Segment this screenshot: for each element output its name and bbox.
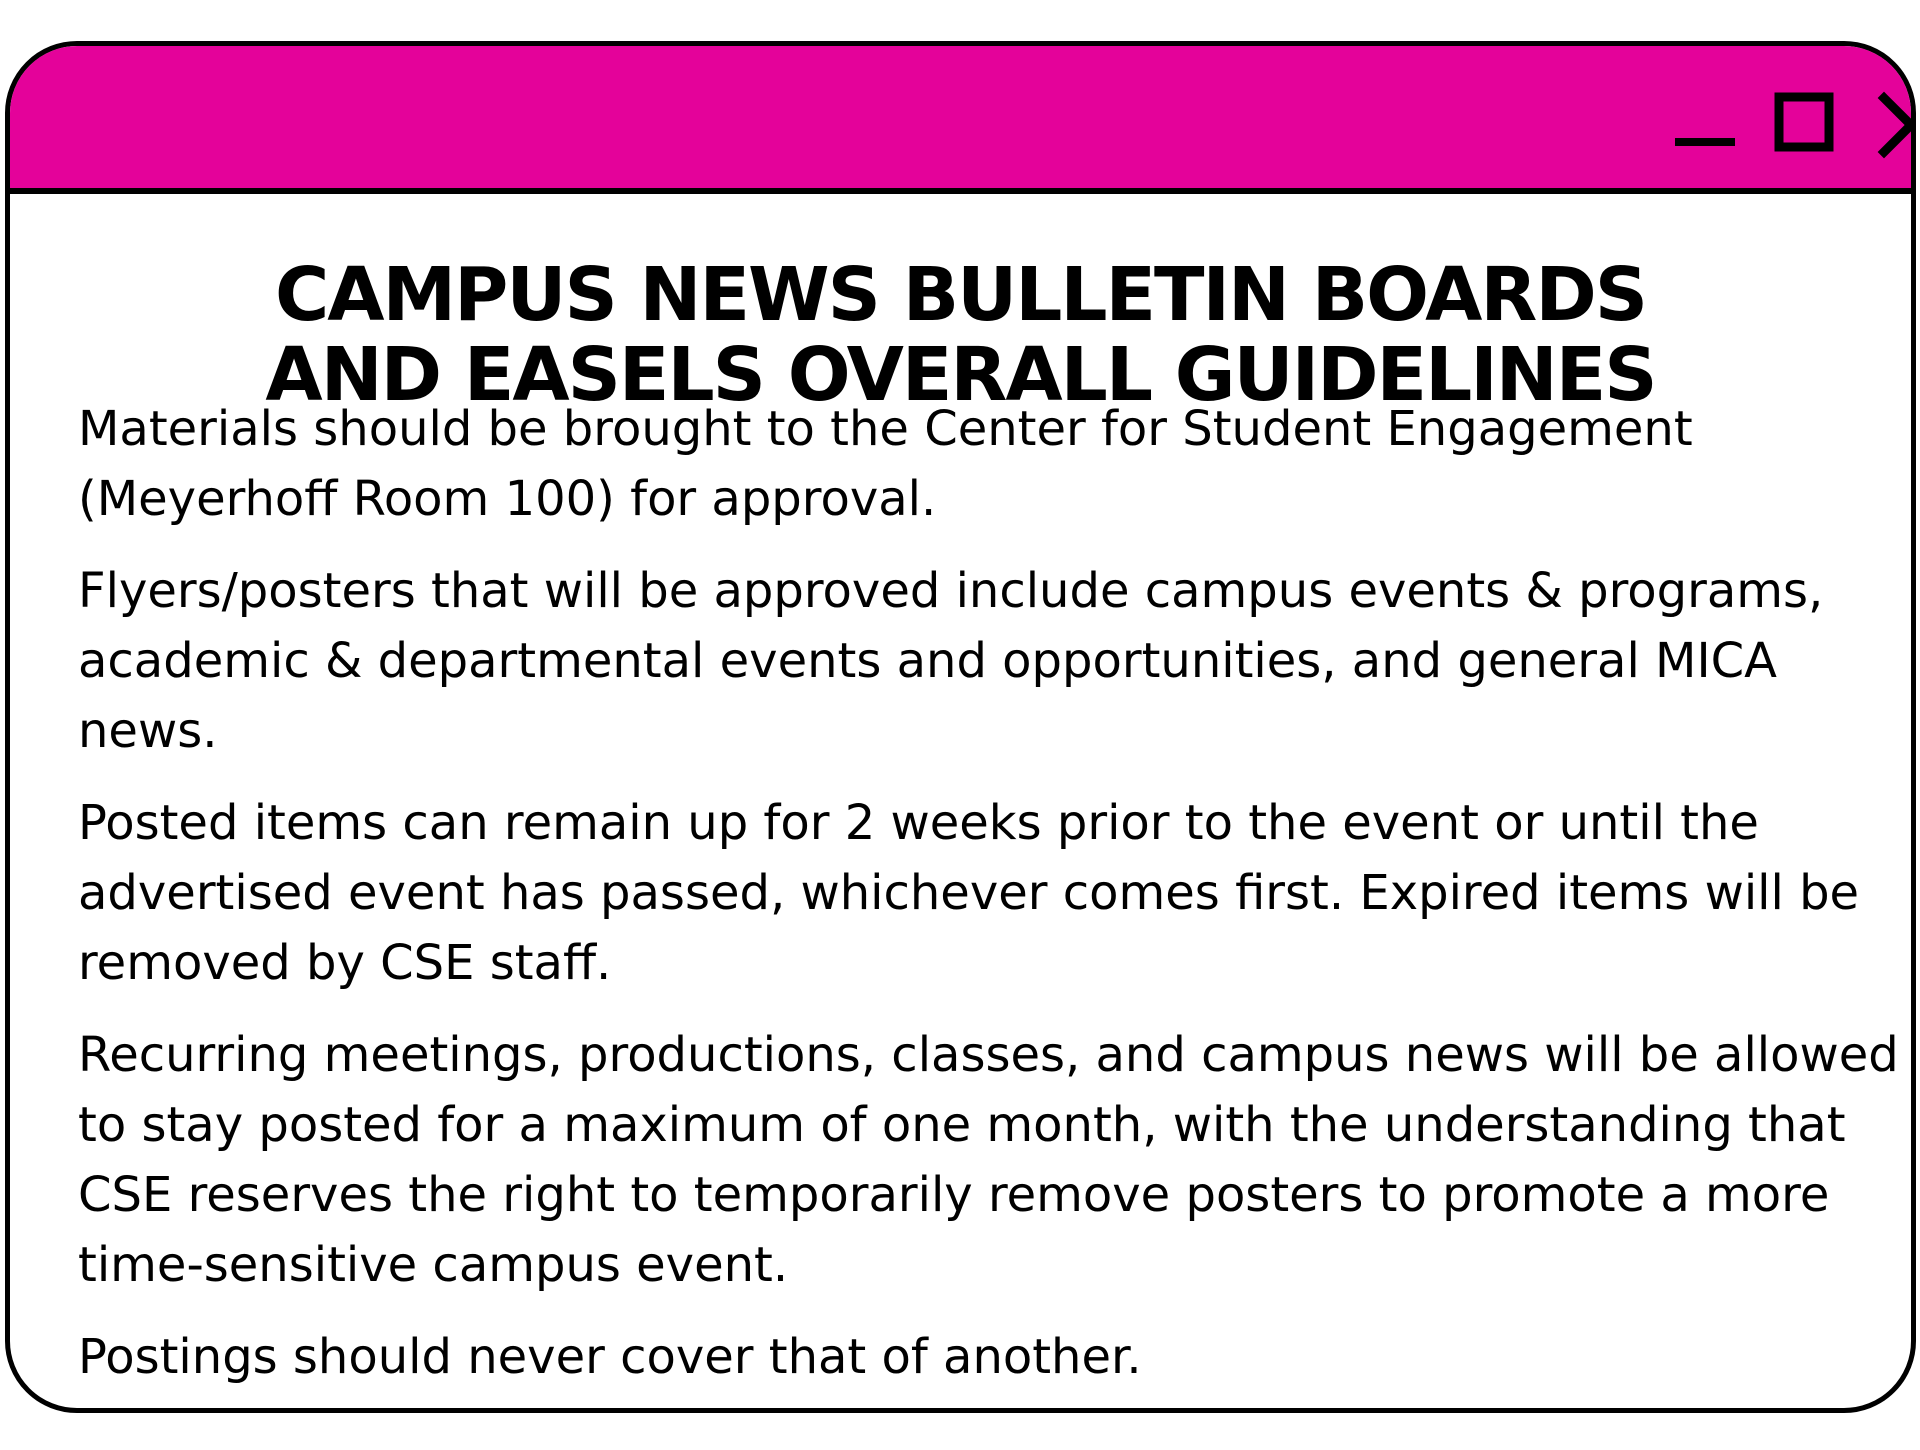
close-button[interactable] (1876, 90, 1916, 160)
content-area (10, 194, 1911, 1408)
window-frame (5, 41, 1916, 1413)
guidelines-list (78, 394, 1916, 1413)
title-bar (10, 46, 1911, 194)
page-title (10, 252, 1911, 418)
page-title-line-2: AND EASELS OVERALL GUIDELINES (265, 332, 1656, 418)
page-title-line-1: CAMPUS NEWS BULLETIN BOARDS (274, 252, 1647, 338)
minimize-button[interactable] (1672, 94, 1738, 154)
guideline-paragraph: Flyers/posters that will be approved include campus events & programs, academic & departmental events and opportunities, and general MICA news. (78, 563, 1824, 759)
close-icon (1876, 90, 1916, 160)
guideline-paragraph: Recurring meetings, productions, classes, and campus news will be allowed to stay posted for a maximum of one month, with the understanding that CSE reserves the right to temporarily remove posters to promote a more time-sensitive campus event. (78, 1027, 1899, 1293)
guideline-paragraph: Postings should never cover that of another. (78, 1329, 1142, 1385)
maximize-icon (1773, 91, 1837, 155)
maximize-button[interactable] (1773, 91, 1837, 155)
window-controls (1511, 46, 1911, 188)
guideline-paragraph: Posted items can remain up for 2 weeks prior to the event or until the advertised event has passed, whichever comes first. Expired items will be removed by CSE staff. (78, 795, 1860, 991)
guideline-paragraph: Materials should be brought to the Center for Student Engagement (Meyerhoff Room 100) for approval. (78, 401, 1693, 527)
minimize-icon (1672, 94, 1738, 154)
